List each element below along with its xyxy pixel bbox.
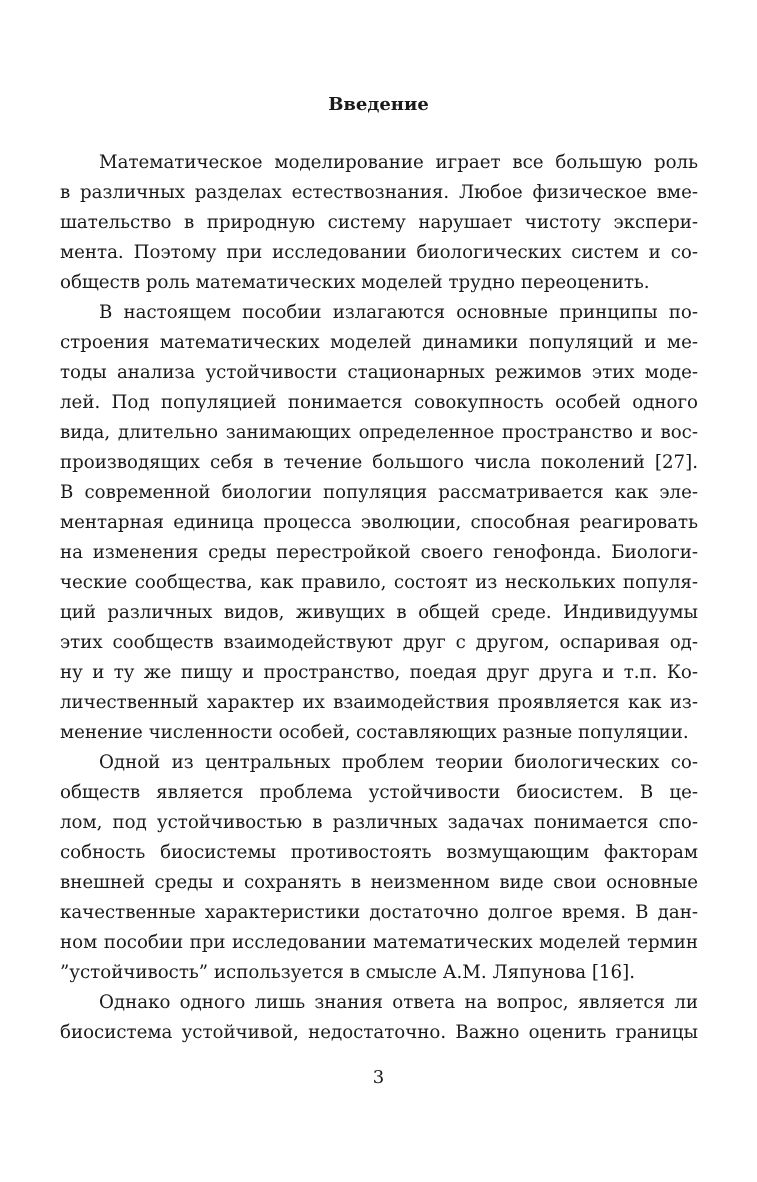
text-line: В современной биологии популяция рассматривается как эле- <box>60 482 698 503</box>
section-title: Введение <box>328 94 429 115</box>
text-line: биосистема устойчивой, недостаточно. Важно оценить границы <box>60 1022 698 1043</box>
paragraph-2 <box>60 298 698 748</box>
text-line: строения математических моделей динамики популяций и ме- <box>60 332 698 353</box>
text-line: на изменения среды перестройкой своего генофонда. Биологи- <box>60 542 698 563</box>
paragraph-4 <box>60 988 698 1048</box>
text-line: ”устойчивость” используется в смысле А.М. Ляпунова [16]. <box>60 962 635 983</box>
text-line: Однако одного лишь знания ответа на вопрос, является ли <box>99 992 698 1013</box>
text-line: В настоящем пособии излагаются основные принципы по- <box>99 302 698 323</box>
text-line: в различных разделах естествознания. Любое физическое вме- <box>60 182 698 203</box>
text-line: Одной из центральных проблем теории биологических со- <box>99 752 698 773</box>
text-line: менение численности особей, составляющих разные популяции. <box>60 722 689 743</box>
text-line: шательство в природную систему нарушает чистоту экспери- <box>60 212 698 233</box>
text-line: внешней среды и сохранять в неизменном виде свои основные <box>60 872 698 893</box>
text-line: мента. Поэтому при исследовании биологических систем и со- <box>60 242 698 263</box>
text-line: тоды анализа устойчивости стационарных режимов этих моде- <box>60 362 698 383</box>
text-line: ном пособии при исследовании математических моделей термин <box>60 932 698 953</box>
text-line: ну и ту же пищу и пространство, поедая друг друга и т.п. Ко- <box>60 662 698 683</box>
page-number: 3 <box>372 1067 385 1088</box>
text-line: вида, длительно занимающих определенное пространство и вос- <box>60 422 698 443</box>
text-line: обществ роль математических моделей трудно переоценить. <box>60 272 650 293</box>
paragraph-1 <box>60 148 698 298</box>
text-line: качественные характеристики достаточно долгое время. В дан- <box>60 902 698 923</box>
body-text <box>60 148 698 1048</box>
text-line: Математическое моделирование играет все большую роль <box>99 152 698 173</box>
text-line: лом, под устойчивостью в различных задачах понимается спо- <box>60 812 698 833</box>
text-line: ческие сообщества, как правило, состоят из нескольких популя- <box>60 572 698 593</box>
text-line: ментарная единица процесса эволюции, способная реагировать <box>60 512 698 533</box>
text-line: этих сообществ взаимодействуют друг с другом, оспаривая од- <box>60 632 698 653</box>
text-line: производящих себя в течение большого числа поколений [27]. <box>60 452 698 473</box>
text-line: собность биосистемы противостоять возмущающим факторам <box>60 842 698 863</box>
text-line: лей. Под популяцией понимается совокупность особей одного <box>60 392 698 413</box>
text-line: ций различных видов, живущих в общей среде. Индивидуумы <box>60 602 698 623</box>
text-line: личественный характер их взаимодействия проявляется как из- <box>60 692 698 713</box>
text-line: обществ является проблема устойчивости биосистем. В це- <box>60 782 698 803</box>
paragraph-3 <box>60 748 698 988</box>
